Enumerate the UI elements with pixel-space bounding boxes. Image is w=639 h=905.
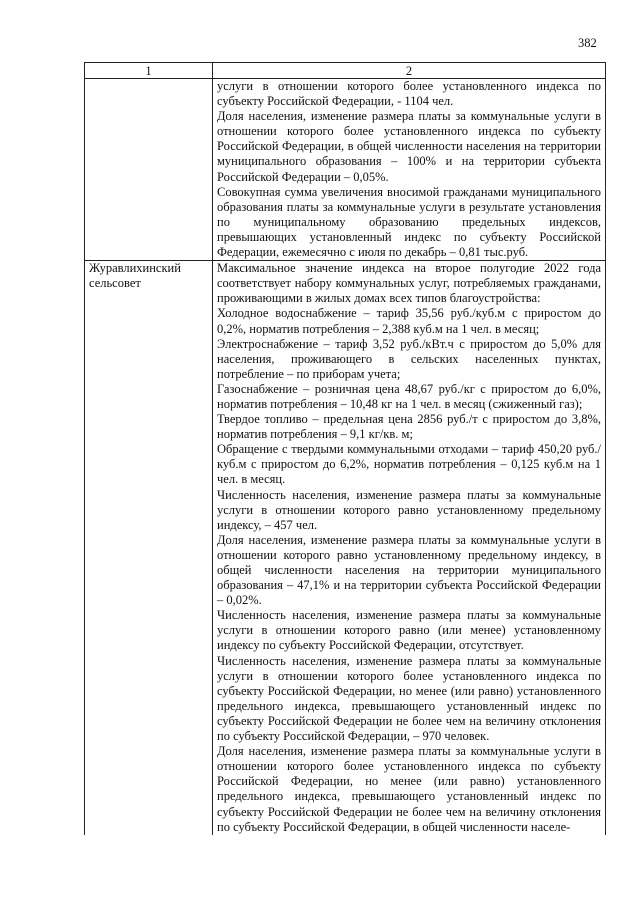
data-table	[84, 62, 606, 835]
column-header-1: 1	[85, 63, 213, 79]
paragraph: Газоснабжение – розничная цена 48,67 руб./кг с приростом до 6,0%, норматив потребления – 10,48 кг на 1 чел. в месяц (сжиженный газ);	[217, 381, 601, 411]
table-row	[85, 261, 606, 835]
paragraph: Твердое топливо – предельная цена 2856 руб./т с приростом до 3,8%, норматив потребления – 9,1 кг/кв. м;	[217, 412, 601, 442]
paragraph: Максимальное значение индекса на второе полугодие 2022 года соответствует набору коммунальных услуг, потребляемых гражданами, проживающими в жилых домах всех типов благоустройства:	[217, 261, 601, 306]
column-header-2: 2	[213, 63, 606, 79]
table-row	[85, 79, 606, 261]
paragraph: Холодное водоснабжение – тариф 35,56 руб./куб.м с приростом до 0,2%, норматив потребления – 2,388 куб.м на 1 чел. в месяц;	[217, 306, 601, 336]
paragraph: Совокупная сумма увеличения вносимой гражданами муниципального образования платы за коммунальные услуги в результате установления по муниципальному образованию предельных индексов, превышающих установленный индекс по субъекту Российской Федерации, ежемесячно с июля по декабрь – 0,81 тыс.руб.	[217, 184, 601, 260]
paragraph: Численность населения, изменение размера платы за коммунальные услуги в отношении которого равно (или менее) установленному индексу по субъекту Российской Федерации, отсутствует.	[217, 608, 601, 653]
description-cell	[213, 261, 606, 835]
paragraph: Доля населения, изменение размера платы за коммунальные услуги в отношении которого более установленного индекса по субъекту Российской Федерации, но менее (или равно) установленного предельного индекса, превышающего установленный индекс по субъекту Российской Федерации не более чем на величину отклонения по субъекту Российской Федерации, в общей численности населе-	[217, 744, 601, 834]
paragraph: услуги в отношении которого более установленного индекса по субъекту Российской Федерации, - 1104 чел.	[217, 79, 601, 109]
description-cell	[213, 79, 606, 261]
paragraph: Численность населения, изменение размера платы за коммунальные услуги в отношении которого более установленного индекса по субъекту Российской Федерации, но менее (или равно) установленного предельного индекса, превышающего установленный индекс по субъекту Российской Федерации не более чем на величину отклонения по субъекту Российской Федерации, – 970 человек.	[217, 653, 601, 744]
table-header-row	[85, 63, 606, 79]
paragraph: Обращение с твердыми коммунальными отходами – тариф 450,20 руб./куб.м с приростом до 6,2%, норматив потребления – 0,125 куб.м на 1 чел. в месяц.	[217, 442, 601, 487]
paragraph: Доля населения, изменение размера платы за коммунальные услуги в отношении которого равно установленному предельному индексу, в общей численности населения на территории муниципального образования – 47,1% и на территории субъекта Российской Федерации – 0,02%.	[217, 532, 601, 608]
paragraph: Электроснабжение – тариф 3,52 руб./кВт.ч с приростом до 5,0% для населения, проживающего в сельских населенных пунктах, потребление – по приборам учета;	[217, 336, 601, 381]
paragraph: Численность населения, изменение размера платы за коммунальные услуги в отношении которого равно установленному предельному индексу, – 457 чел.	[217, 487, 601, 532]
region-cell: Журавлихинский сельсовет	[85, 261, 213, 835]
page-number: 382	[578, 36, 597, 50]
paragraph: Доля населения, изменение размера платы за коммунальные услуги в отношении которого более установленного индекса по субъекту Российской Федерации, в общей численности населения на территории муниципального образования – 100% и на территории субъекта Российской Федерации – 0,05%.	[217, 109, 601, 184]
region-cell	[85, 79, 213, 261]
